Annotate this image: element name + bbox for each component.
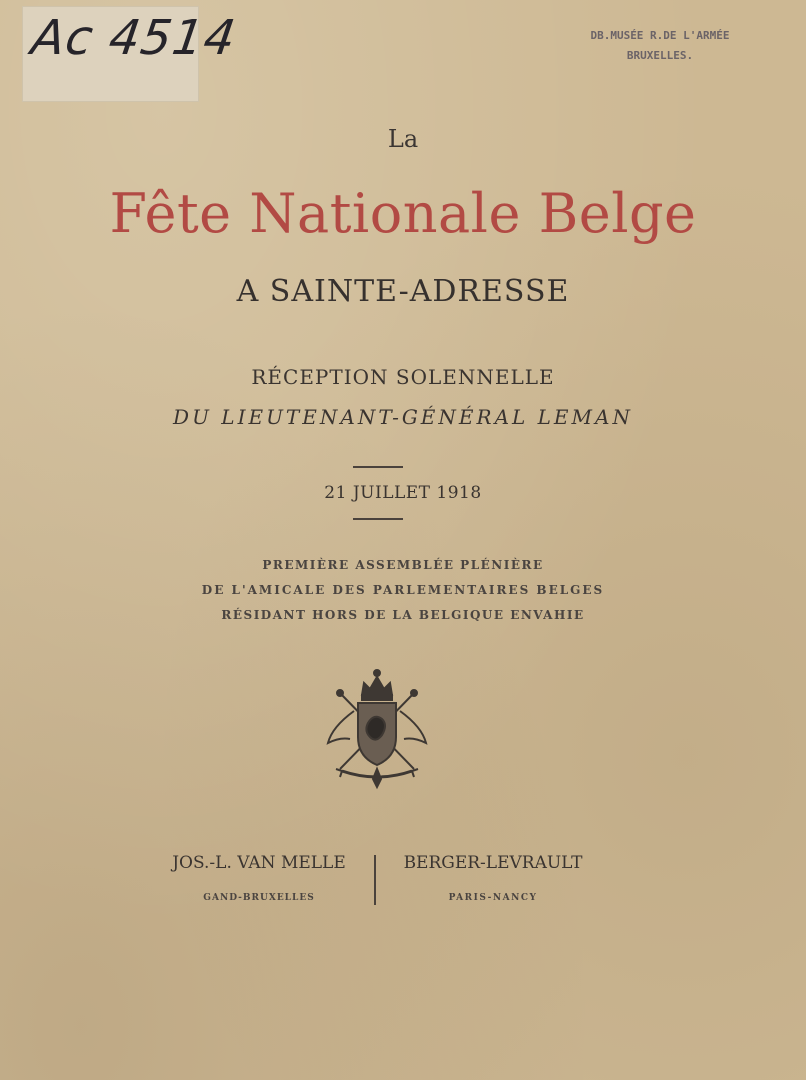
publisher-left-city: GAND-BRUXELLES: [203, 893, 315, 903]
publisher-divider: [374, 855, 376, 905]
assembly-line: PREMIÈRE ASSEMBLÉE PLÉNIÈRE: [262, 558, 544, 572]
general-line: DU LIEUTENANT-GÉNÉRAL LEMAN: [173, 405, 633, 429]
publisher-left-name: JOS.-L. VAN MELLE: [172, 853, 346, 873]
coat-of-arms-icon: [318, 665, 436, 793]
assembly-line: RÉSIDANT HORS DE LA BELGIQUE ENVAHIE: [221, 608, 585, 622]
divider-rule-top: [353, 466, 403, 468]
shelf-mark: Ac 4514: [28, 10, 240, 66]
museum-stamp: [565, 26, 755, 66]
stamp-line-2: BRUXELLES.: [626, 49, 694, 62]
assembly-line: DE L'AMICALE DES PARLEMENTAIRES BELGES: [201, 583, 605, 597]
publisher-right-city: PARIS-NANCY: [448, 893, 538, 903]
reception-line: RÉCEPTION SOLENNELLE: [251, 365, 555, 389]
page-title: Fête Nationale Belge: [109, 182, 697, 245]
stamp-line-1: DB.MUSÉE R.DE L'ARMÉE: [590, 29, 730, 42]
date-line: 21 JUILLET 1918: [324, 483, 482, 503]
title-article: La: [387, 125, 419, 153]
title-place: A SAINTE-ADRESSE: [236, 274, 570, 309]
publisher-right-name: BERGER-LEVRAULT: [403, 853, 583, 873]
divider-rule-bottom: [353, 518, 403, 520]
